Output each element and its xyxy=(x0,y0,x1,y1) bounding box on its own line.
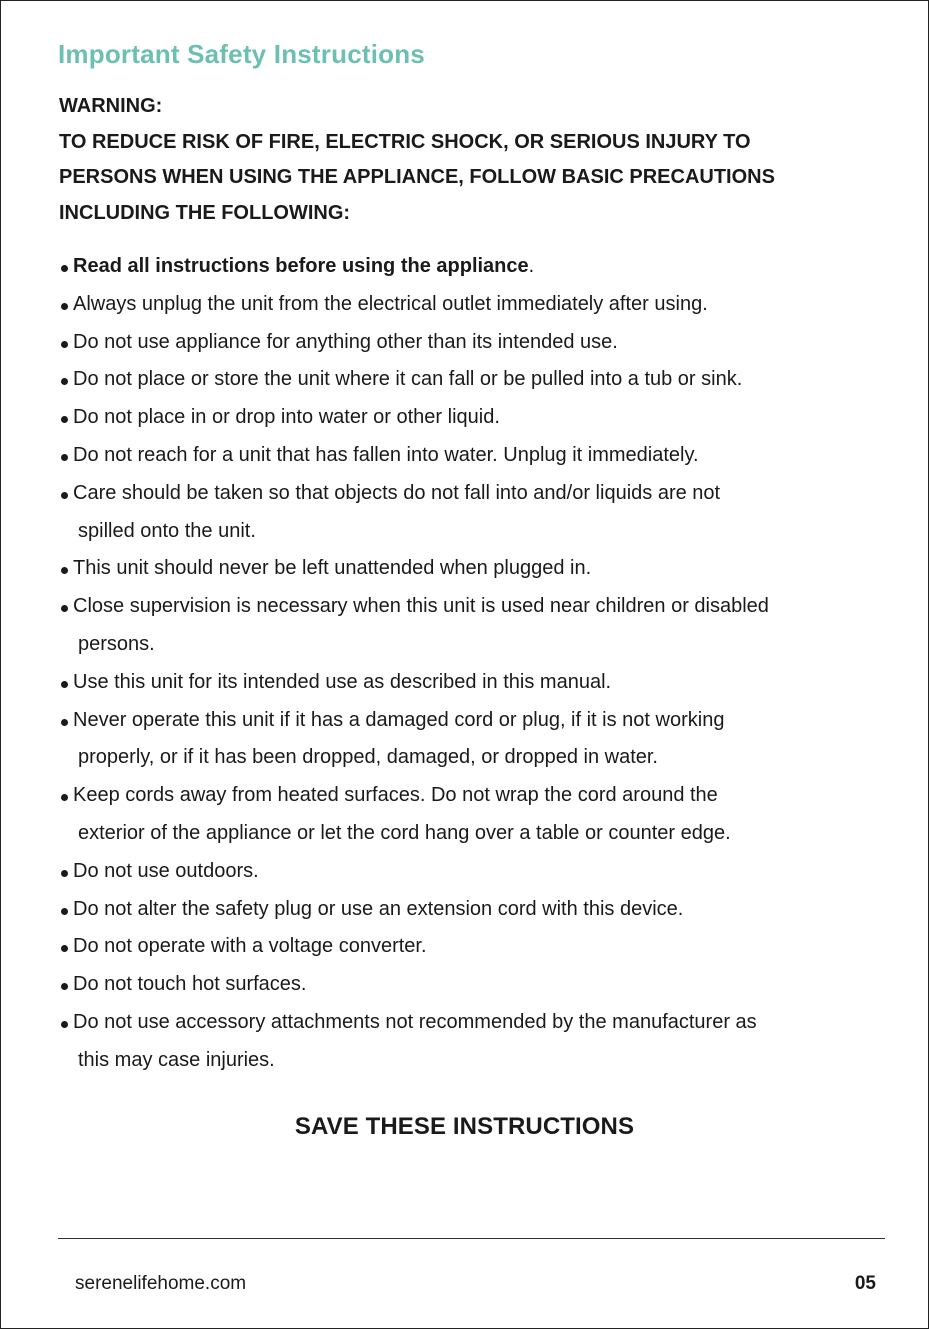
page-number: 05 xyxy=(854,1273,876,1294)
list-item-text: Never operate this unit if it has a damaged cord or plug, if it is not working xyxy=(73,708,725,731)
list-item-text: Close supervision is necessary when this unit is used near children or disabled xyxy=(73,595,769,618)
warning-line: INCLUDING THE FOLLOWING: xyxy=(59,201,351,224)
list-item xyxy=(59,664,879,702)
list-item-text: Do not touch hot surfaces. xyxy=(73,973,307,996)
warning-line: PERSONS WHEN USING THE APPLIANCE, FOLLOW BASIC PRECAUTIONS xyxy=(59,166,775,188)
footer-divider xyxy=(58,1238,885,1239)
list-item-continuation: properly, or if it has been dropped, damaged, or dropped in water. xyxy=(78,746,658,769)
list-item-continuation: this may case injuries. xyxy=(78,1048,275,1071)
list-item xyxy=(59,361,879,399)
list-item xyxy=(59,475,879,551)
list-item xyxy=(59,588,879,664)
list-item xyxy=(59,286,879,324)
list-item-text: Do not alter the safety plug or use an extension cord with this device. xyxy=(73,897,684,920)
list-item xyxy=(59,248,879,286)
list-item-text: Do not operate with a voltage converter. xyxy=(73,935,427,958)
list-item-text: Keep cords away from heated surfaces. Do not wrap the cord around the xyxy=(73,784,718,807)
list-item-text: Do not place or store the unit where it can fall or be pulled into a tub or sink. xyxy=(73,368,743,391)
list-item-text: Care should be taken so that objects do not fall into and/or liquids are not xyxy=(73,481,721,504)
list-item xyxy=(59,550,879,588)
list-item-continuation: exterior of the appliance or let the cord hang over a table or counter edge. xyxy=(78,821,731,844)
warning-heading: WARNING: xyxy=(59,95,163,117)
list-item-text: Do not use appliance for anything other than its intended use. xyxy=(73,330,618,353)
list-item xyxy=(59,853,879,891)
page-title: Important Safety Instructions xyxy=(58,39,425,69)
list-item xyxy=(59,702,879,778)
list-item xyxy=(59,324,879,362)
list-item-text: Do not place in or drop into water or other liquid. xyxy=(73,406,500,429)
list-item-text: This unit should never be left unattended when plugged in. xyxy=(73,557,592,580)
warning-block xyxy=(59,89,859,231)
list-item-text: Do not reach for a unit that has fallen into water. Unplug it immediately. xyxy=(73,443,699,466)
warning-line: TO REDUCE RISK OF FIRE, ELECTRIC SHOCK, OR SERIOUS INJURY TO xyxy=(59,130,751,153)
list-item-continuation: spilled onto the unit. xyxy=(78,519,256,542)
list-item xyxy=(59,966,879,1004)
list-item xyxy=(59,777,879,853)
list-item-text: Read all instructions before using the appliance. xyxy=(73,255,535,277)
list-item-text: Use this unit for its intended use as described in this manual. xyxy=(73,670,612,693)
list-item-text: Do not use outdoors. xyxy=(73,859,259,882)
footer-website: serenelifehome.com xyxy=(75,1273,247,1294)
list-item xyxy=(59,437,879,475)
list-item-text: Always unplug the unit from the electrical outlet immediately after using. xyxy=(73,292,708,315)
save-instructions-heading: SAVE THESE INSTRUCTIONS xyxy=(294,1113,635,1140)
list-item xyxy=(59,399,879,437)
list-item xyxy=(59,1004,879,1080)
safety-list xyxy=(59,248,879,1080)
list-item-continuation: persons. xyxy=(78,632,155,655)
list-item xyxy=(59,891,879,929)
list-item xyxy=(59,928,879,966)
list-item-text: Do not use accessory attachments not recommended by the manufacturer as xyxy=(73,1010,757,1033)
